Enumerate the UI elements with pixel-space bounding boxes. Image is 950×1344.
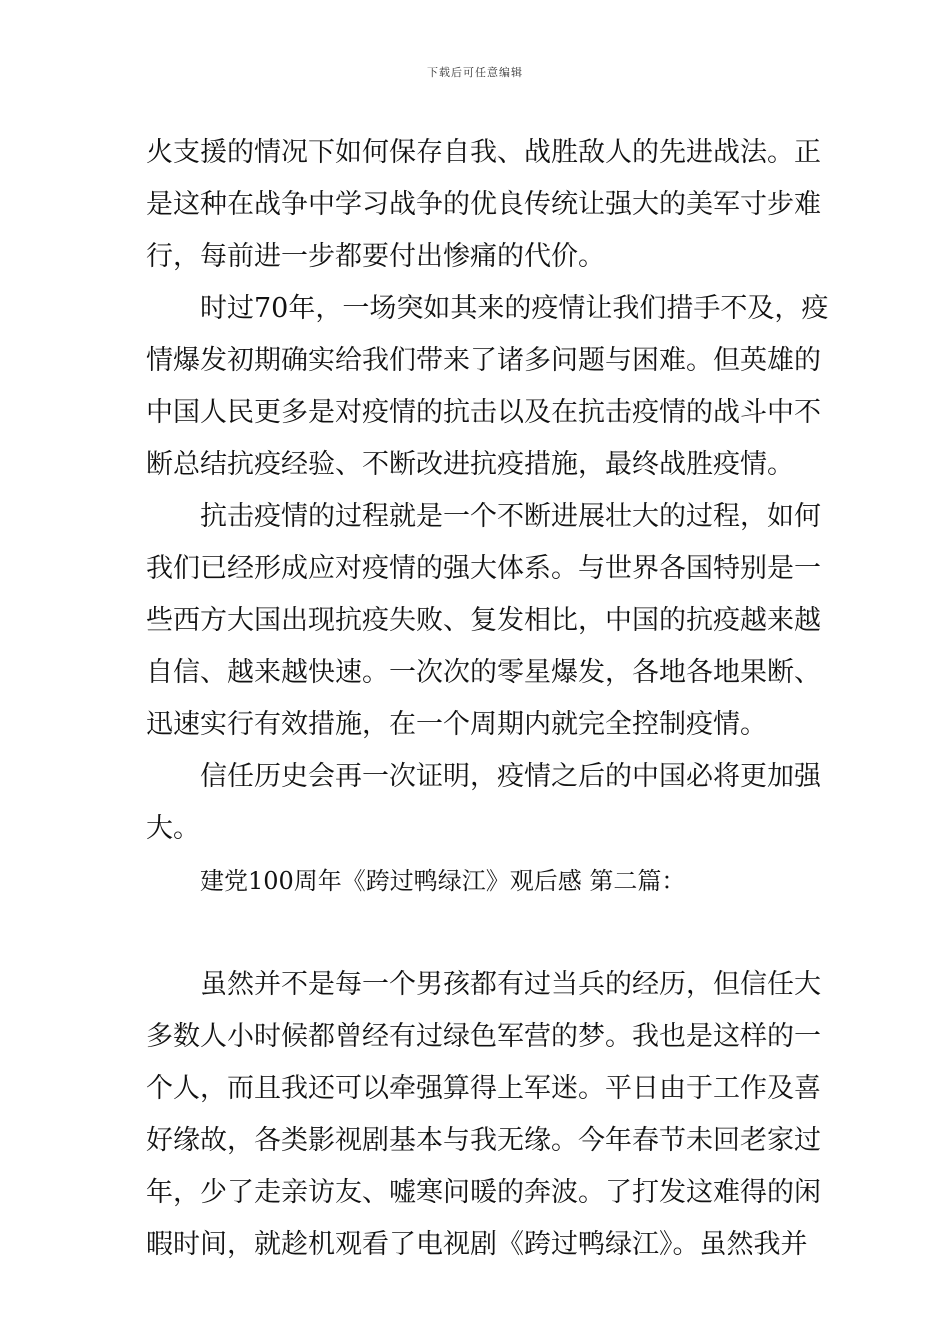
paragraph-line: 迅速实行有效措施，在一个周期内就完全控制疫情。 bbox=[146, 709, 767, 740]
paragraph-line: 些西方大国出现抗疫失败、复发相比，中国的抗疫越来越 bbox=[146, 605, 821, 636]
paragraph-line: 是这种在战争中学习战争的优良传统让强大的美军寸步难 bbox=[146, 189, 821, 220]
paragraph-line: 断总结抗疫经验、不断改进抗疫措施，最终战胜疫情。 bbox=[146, 449, 794, 480]
paragraph-line: 抗击疫情的过程就是一个不断进展壮大的过程，如何 bbox=[200, 501, 821, 532]
paragraph-line: 行，每前进一步都要付出惨痛的代价。 bbox=[146, 241, 605, 272]
paragraph-line: 虽然并不是每一个男孩都有过当兵的经历，但信任大 bbox=[200, 969, 821, 1000]
paragraph-line: 情爆发初期确实给我们带来了诸多问题与困难。但英雄的 bbox=[146, 345, 821, 376]
document-body bbox=[146, 127, 829, 1271]
paragraph-line: 暇时间，就趁机观看了电视剧《跨过鸭绿江》。虽然我并 bbox=[146, 1229, 808, 1260]
paragraph-line: 中国人民更多是对疫情的抗击以及在抗击疫情的战斗中不 bbox=[146, 397, 821, 428]
paragraph-line: 我们已经形成应对疫情的强大体系。与世界各国特别是一 bbox=[146, 553, 821, 584]
paragraph-line: 年，少了走亲访友、嘘寒问暖的奔波。了打发这难得的闲 bbox=[146, 1177, 821, 1208]
paragraph-line: 自信、越来越快速。一次次的零星爆发，各地各地果断、 bbox=[146, 657, 821, 688]
paragraph-line: 好缘故，各类影视剧基本与我无缘。今年春节未回老家过 bbox=[146, 1125, 821, 1156]
paragraph-line: 多数人小时候都曾经有过绿色军营的梦。我也是这样的一 bbox=[146, 1021, 821, 1052]
paragraph-line: 时过70年，一场突如其来的疫情让我们措手不及，疫 bbox=[200, 293, 829, 324]
header-note: 下载后可任意编辑 bbox=[427, 66, 523, 79]
blank-line bbox=[146, 907, 806, 959]
paragraph-line: 个人，而且我还可以牵强算得上军迷。平日由于工作及喜 bbox=[146, 1073, 821, 1104]
paragraph-line: 信任历史会再一次证明，疫情之后的中国必将更加强 bbox=[200, 761, 821, 792]
paragraph-line: 大。 bbox=[146, 813, 200, 844]
section-heading: 建党100周年《跨过鸭绿江》观后感 第二篇： bbox=[200, 867, 686, 895]
paragraph-line: 火支援的情况下如何保存自我、战胜敌人的先进战法。正 bbox=[146, 137, 821, 168]
